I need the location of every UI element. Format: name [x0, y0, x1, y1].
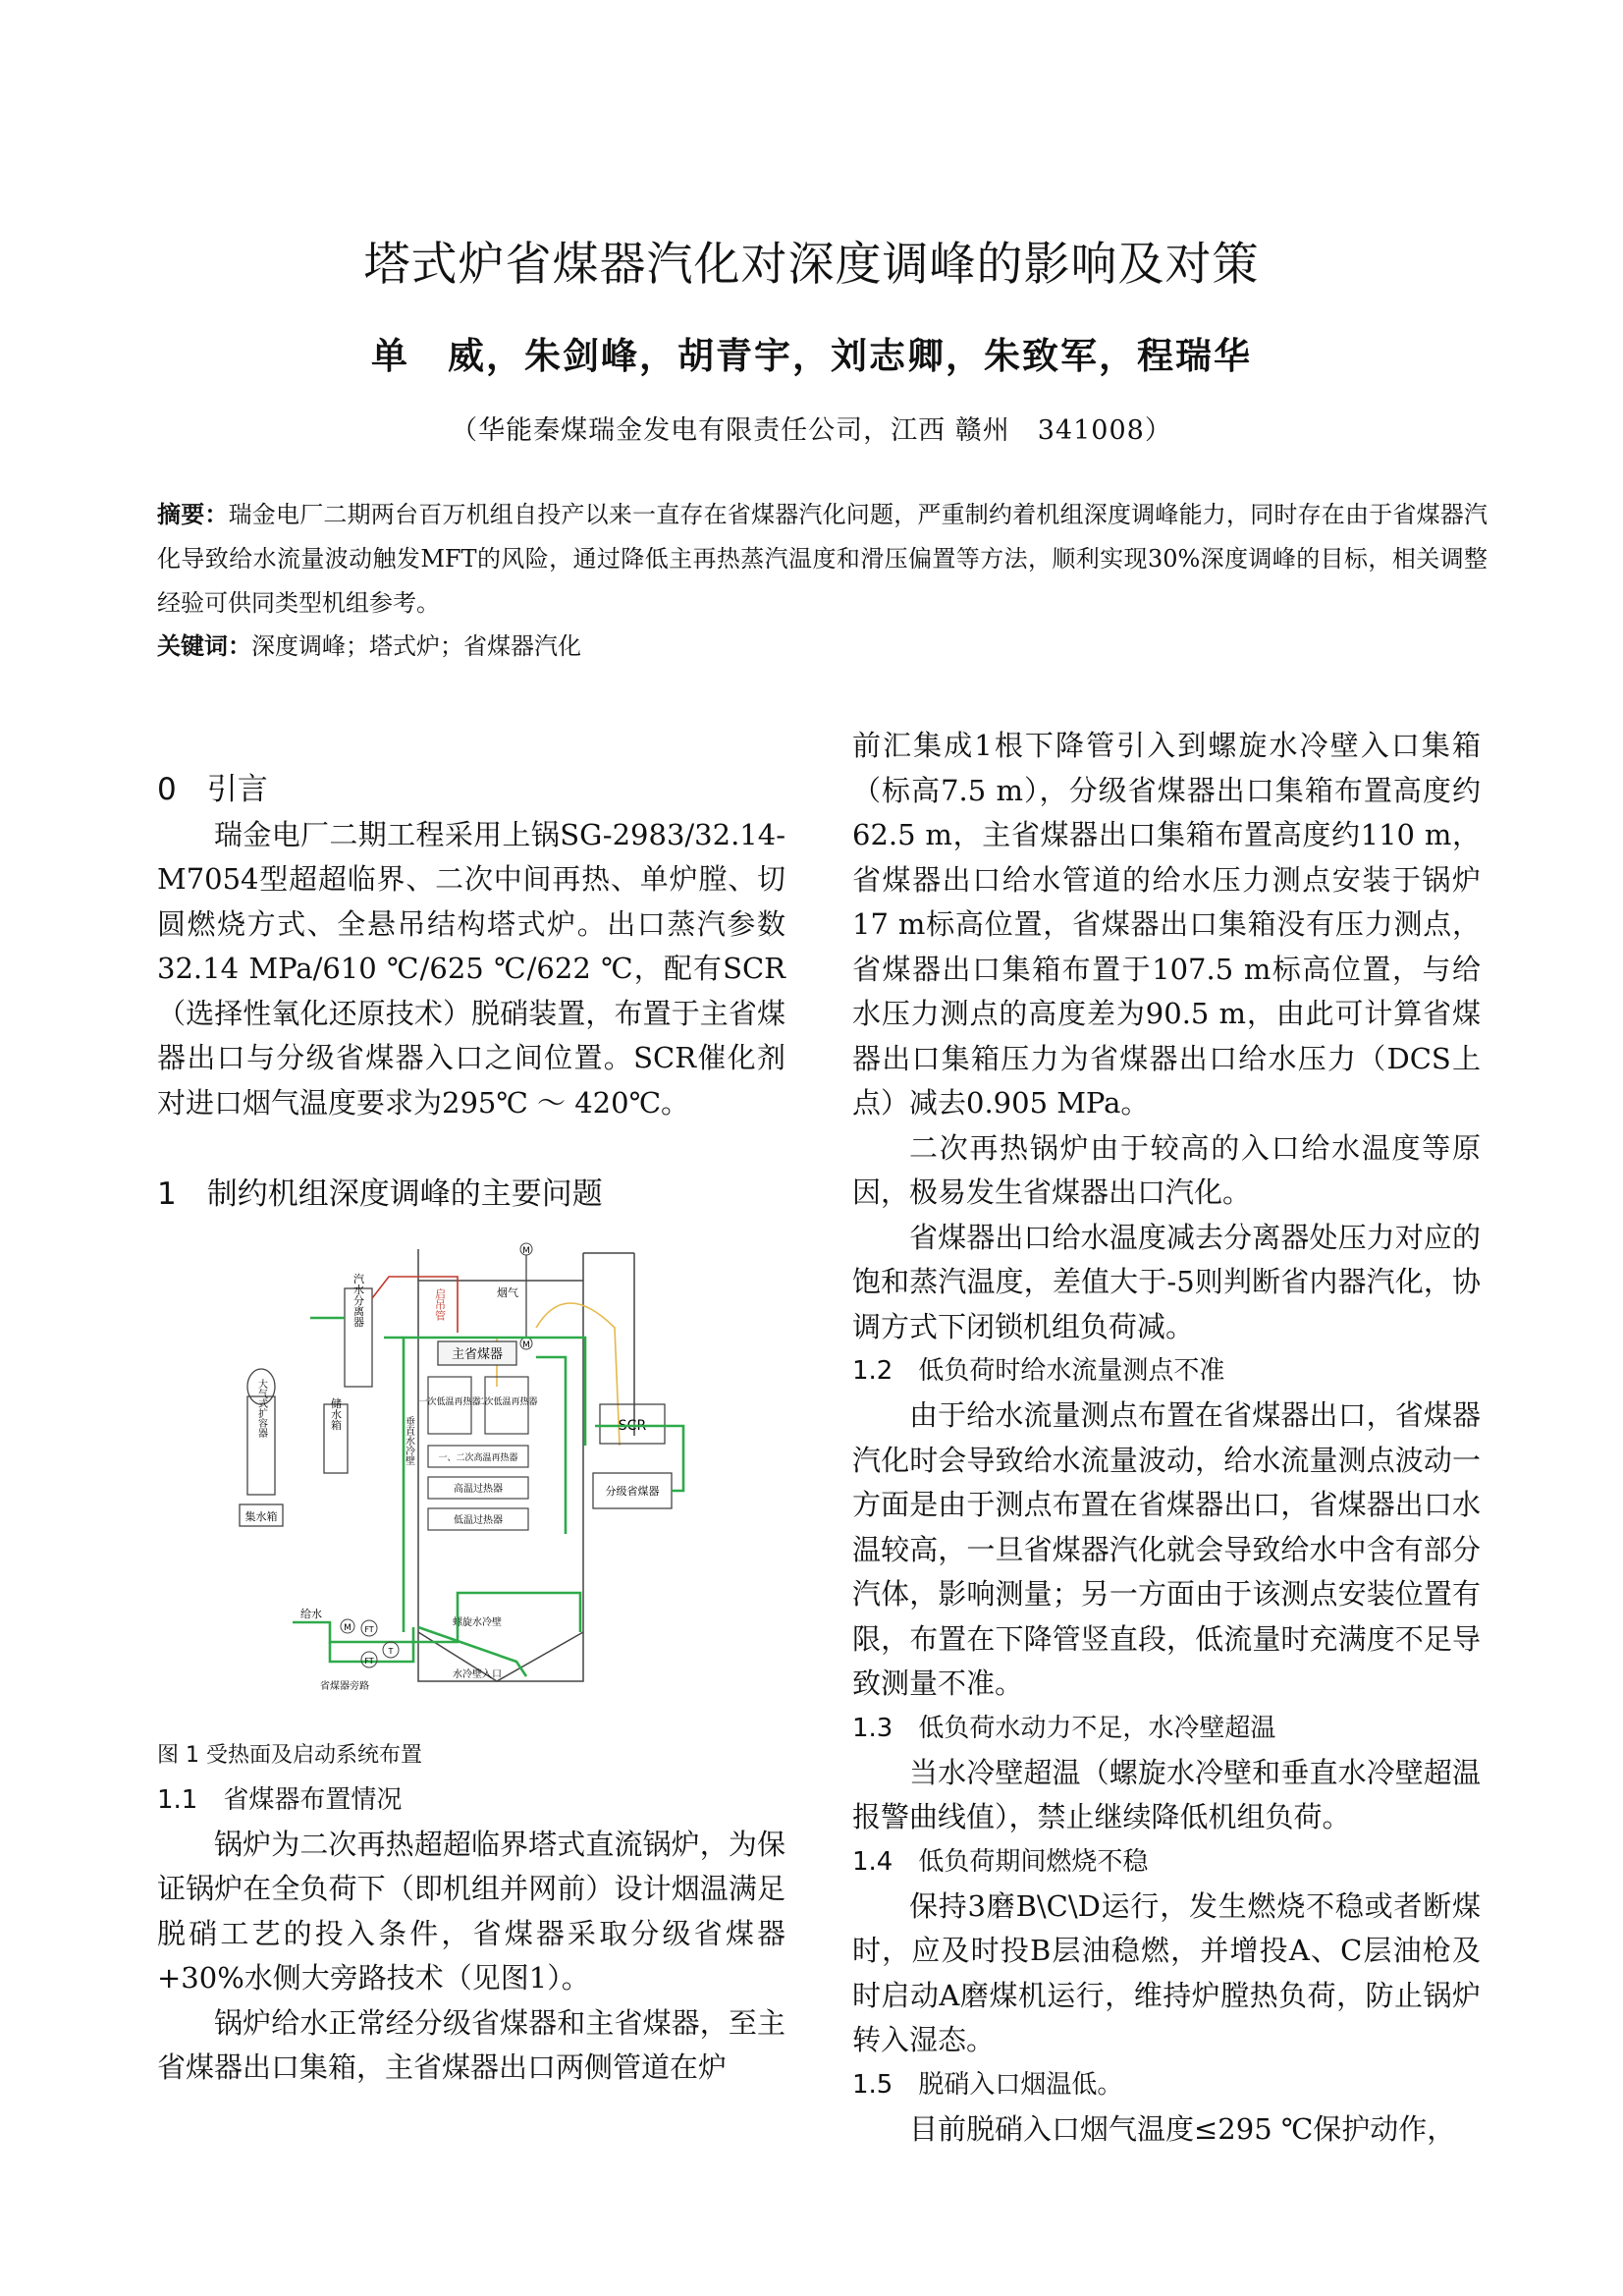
abstract-text: 瑞金电厂二期两台百万机组自投产以来一直存在省煤器汽化问题，严重制约着机组深度调峰能力，同时存在由于省煤器汽化导致给水流量波动触发MFT的风险，通过降低主再热蒸汽温度和滑压偏置等方法，顺利实现30%深度调峰的目标，相关调整经验可供同类型机组参考。 — [157, 501, 1488, 617]
left-column-bottom — [157, 1733, 785, 2091]
section-1-3-text: 当水冷壁超温（螺旋水冷壁和垂直水冷壁超温报警曲线值），禁止继续降低机组负荷。 — [852, 1755, 1481, 1833]
section-1-1-title: 1.1 省煤器布置情况 — [157, 1784, 403, 1815]
figure-1-diagram — [232, 1239, 723, 1711]
economizer-down — [536, 1357, 566, 1534]
section-1-2-title: 1.2 低负荷时给水流量测点不准 — [852, 1356, 1225, 1386]
right-para-2: 二次再热锅炉由于较高的入口给水温度等原因，极易发生省煤器出口汽化。 — [852, 1130, 1481, 1209]
scr-label: SCR — [618, 1418, 647, 1434]
left-column-top — [157, 768, 785, 1218]
section-1-5-text: 目前脱硝入口烟气温度≤295 ℃保护动作， — [909, 2111, 1456, 2146]
ft-label-1: FT — [364, 1625, 374, 1634]
paper-authors: 单 威，朱剑峰，胡青宇，刘志卿，朱致军，程瑞华 — [371, 334, 1252, 377]
ft-label-2: FT — [364, 1657, 374, 1666]
right-para-3: 省煤器出口给水温度减去分离器处压力对应的饱和蒸汽温度，差值大于-5则判断省内器汽化，协调方式下闭锁机组负荷减。 — [852, 1220, 1481, 1343]
section-1-4-text: 保持3磨B\C\D运行，发生燃烧不稳或者断煤时，应及时投B层油稳燃，并增投A、C层油枪及时启动A磨煤机运行，维持炉膛热负荷，防止锅炉转入湿态。 — [852, 1888, 1481, 2056]
t-label: T — [388, 1647, 394, 1656]
keywords — [157, 627, 1488, 661]
hi-superheater-label: 高温过热器 — [454, 1484, 503, 1495]
vertical-wall-label: 垂直水冷壁 — [403, 1416, 414, 1465]
paper-affiliation: （华能秦煤瑞金发电有限责任公司，江西 赣州 341008） — [451, 415, 1172, 446]
section-1-title: 1 制约机组深度调峰的主要问题 — [157, 1176, 603, 1212]
flue-gas-arrow — [536, 1303, 620, 1446]
storage-tank-label: 储水箱 — [329, 1397, 343, 1431]
section-0-title: 0 引言 — [157, 772, 268, 807]
keywords-text: 深度调峰；塔式炉；省煤器汽化 — [251, 632, 581, 660]
staged-economizer-label: 分级省煤器 — [605, 1485, 660, 1498]
figure-1-caption: 图 1 受热面及启动系统布置 — [157, 1743, 422, 1768]
reheater-1-label: 一次低温再热器 — [418, 1397, 481, 1407]
feedwater-line — [293, 1622, 413, 1642]
wall-inlet-label: 水冷壁入口 — [453, 1669, 502, 1680]
feedwater-label: 给水 — [300, 1608, 322, 1620]
section-1-1-para-1: 锅炉为二次再热超超临界塔式直流锅炉，为保证锅炉在全负荷下（即机组并网前）设计烟温满足脱硝工艺的投入条件，省煤器采取分级省煤器+30%水侧大旁路技术（见图1）。 — [157, 1827, 785, 1995]
section-0-text: 瑞金电厂二期工程采用上锅SG-2983/32.14-M7054型超超临界、二次中间再热、单炉膛、切圆燃烧方式、全悬吊结构塔式炉。出口蒸汽参数32.14 MPa/610 ℃/625 ℃/622 ℃，配有SCR（选择性氧化还原技术）脱硝装置，布置于主省煤器出口与分级省煤器入口之间位置。SCR催化剂对进口烟气温度要求为295℃ ～ 420℃。 — [157, 817, 785, 1120]
main-economizer-label: 主省煤器 — [451, 1347, 504, 1362]
bypass-label: 省煤器旁路 — [320, 1681, 369, 1692]
spiral-wall-label: 螺旋水冷壁 — [453, 1617, 502, 1628]
paper-title: 塔式炉省煤器汽化对深度调峰的影响及对策 — [363, 238, 1260, 292]
section-1-1-para-2: 锅炉给水正常经分级省煤器和主省煤器，至主省煤器出口集箱，主省煤器出口两侧管道在炉 — [157, 2005, 785, 2084]
start-pipe-label: 启吊管 — [433, 1288, 447, 1321]
section-1-3-title: 1.3 低负荷水动力不足，水冷壁超温 — [852, 1713, 1276, 1743]
flue-gas-label: 烟气 — [497, 1286, 518, 1299]
reheater-2-label: 二次低温再热器 — [475, 1397, 538, 1407]
hi-reheater-label: 一、二次高温再热器 — [438, 1453, 518, 1463]
section-1-5-title: 1.5 脱硝入口烟温低。 — [852, 2069, 1123, 2100]
separator-label: 汽水分离器 — [352, 1273, 365, 1328]
section-1-2-text: 由于给水流量测点布置在省煤器出口，省煤器汽化时会导致给水流量波动，给水流量测点波动一方面是由于测点布置在省煤器出口，省煤器出口水温较高，一旦省煤器汽化就会导致给水中含有部分汽体，影响测量；另一方面由于该测点安装位置有限，布置在下降管竖直段，低流量时充满度不足导致测量不准。 — [852, 1398, 1481, 1700]
abstract-label: 摘要： — [157, 501, 229, 528]
motor-top-label: M — [522, 1246, 530, 1256]
valve-motor-label: M — [344, 1623, 352, 1633]
abstract — [157, 493, 1488, 626]
keywords-label: 关键词： — [157, 632, 251, 660]
motor-mid-label: M — [522, 1340, 530, 1350]
section-1-4-title: 1.4 低负荷期间燃烧不稳 — [852, 1846, 1149, 1877]
drain-tank-label: 集水箱 — [244, 1510, 278, 1523]
atm-expander-label: 大气式扩容器 — [255, 1379, 267, 1438]
lo-superheater-label: 低温过热器 — [454, 1515, 503, 1526]
economizer-return — [595, 1426, 683, 1491]
right-para-continued: 前汇集成1根下降管引入到螺旋水冷壁入口集箱（标高7.5 m），分级省煤器出口集箱布置高度约62.5 m，主省煤器出口集箱布置高度约110 m，省煤器出口给水管道的给水压力测点安装于锅炉17 m标高位置，省煤器出口集箱没有压力测点，省煤器出口集箱布置于107.5 m标高位置，与给水压力测点的高度差为90.5 m，由此可计算省煤器出口集箱压力为省煤器出口给水压力（DCS上点）减去0.905 MPa。 — [852, 729, 1481, 1120]
right-column — [852, 724, 1481, 2152]
